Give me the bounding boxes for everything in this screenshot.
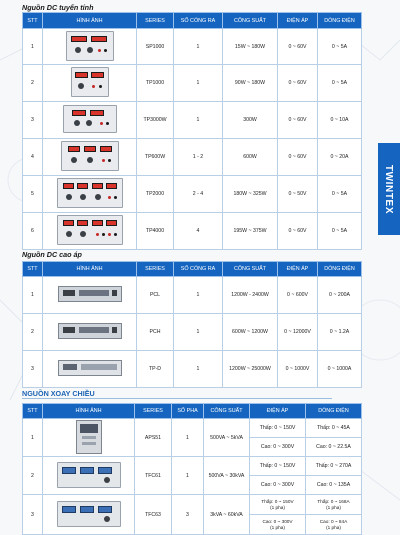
- table-row: [23, 213, 362, 250]
- hv-dc-table: [22, 261, 362, 388]
- cell-outputs: 1: [174, 65, 223, 102]
- cell-stt: 3: [23, 495, 43, 535]
- cell-power: 195W ~ 375W: [223, 213, 278, 250]
- cell-image: [43, 29, 137, 65]
- header-current: DÒNG ĐIỆN: [306, 404, 362, 419]
- table-header-row: [23, 262, 362, 277]
- cell-voltage-low: Thấp: 0 ~ 150V: [250, 419, 306, 438]
- cell-series: SP1000: [137, 29, 174, 65]
- header-image: HÌNH ẢNH: [43, 262, 137, 277]
- voltage-high-value: Cao: 0 ~ 300V: [262, 518, 293, 524]
- cell-current-high: Cao: 0 ~ 135A: [306, 476, 362, 495]
- cell-current: 0 ~ 10A: [318, 102, 362, 139]
- header-series: SERIES: [135, 404, 172, 419]
- current-high-value: Cao: 0 ~ 84A: [319, 518, 348, 524]
- cell-outputs: 1: [174, 314, 223, 351]
- power-supply-image: [66, 31, 114, 61]
- header-stt: STT: [23, 262, 43, 277]
- cell-outputs: 1: [174, 29, 223, 65]
- table-row: [23, 277, 362, 314]
- cell-stt: 2: [23, 65, 43, 102]
- cell-voltage: 0 ~ 12000V: [278, 314, 318, 351]
- cell-power: 500VA ~ 30kVA: [204, 457, 250, 495]
- table-row: [23, 176, 362, 213]
- cell-series: PCH: [137, 314, 174, 351]
- current-high-note: (1 pha): [326, 524, 341, 530]
- cell-power: 300W: [223, 102, 278, 139]
- cell-current-high: Cao: 0 ~ 22.5A: [306, 438, 362, 457]
- cell-stt: 1: [23, 277, 43, 314]
- table-row: [23, 495, 362, 515]
- cell-stt: 1: [23, 29, 43, 65]
- cell-outputs: 1: [174, 277, 223, 314]
- table-header-row: [23, 13, 362, 29]
- cell-voltage: 0 ~ 60V: [278, 29, 318, 65]
- brand-side-label: TWINTEX: [383, 164, 395, 214]
- cell-outputs: 2 - 4: [174, 176, 223, 213]
- cell-series: TP-D: [137, 351, 174, 388]
- voltage-low-value: Thấp: 0 ~ 150V: [261, 498, 294, 504]
- current-low-note: (1 pha): [326, 504, 341, 510]
- table-row: [23, 419, 362, 438]
- cell-stt: 2: [23, 457, 43, 495]
- header-series: SERIES: [137, 13, 174, 29]
- cell-image: [43, 419, 135, 457]
- cell-current: 0 ~ 5A: [318, 176, 362, 213]
- cell-voltage: 0 ~ 60V: [278, 213, 318, 250]
- table-row: [23, 29, 362, 65]
- rack-supply-image: [58, 323, 122, 339]
- header-phase: SỐ PHA: [172, 404, 204, 419]
- cell-power: 90W ~ 180W: [223, 65, 278, 102]
- cell-series: TP1000: [137, 65, 174, 102]
- section-title-linear-dc: Nguồn DC tuyến tính: [22, 3, 94, 12]
- table-row: [23, 65, 362, 102]
- cell-stt: 1: [23, 419, 43, 457]
- cell-current-low: Thấp: 0 ~ 270A: [306, 457, 362, 476]
- table-row: [23, 351, 362, 388]
- cell-current: 0 ~ 5A: [318, 29, 362, 65]
- power-supply-image: [57, 215, 123, 245]
- cell-power: 15W ~ 180W: [223, 29, 278, 65]
- cell-voltage: 0 ~ 60V: [278, 65, 318, 102]
- cell-current: 0 ~ 20A: [318, 139, 362, 176]
- cell-image: [43, 277, 137, 314]
- cell-current: 0 ~ 5A: [318, 213, 362, 250]
- table-row: [23, 139, 362, 176]
- cell-series: TFC61: [135, 457, 172, 495]
- cell-current: 0 ~ 5A: [318, 65, 362, 102]
- cell-outputs: 1 - 2: [174, 139, 223, 176]
- table-header-row: [23, 404, 362, 419]
- ac-source-image: [57, 462, 121, 488]
- header-current: DÒNG ĐIỆN: [318, 13, 362, 29]
- cell-voltage: 0 ~ 60V: [278, 102, 318, 139]
- cell-voltage-low: Thấp: 0 ~ 150V: [250, 457, 306, 476]
- rack-supply-image: [58, 360, 122, 376]
- power-supply-image: [63, 105, 117, 133]
- power-supply-image: [61, 141, 119, 171]
- cell-series: TFC63: [135, 495, 172, 535]
- header-voltage: ĐIỆN ÁP: [278, 13, 318, 29]
- cell-phase: 1: [172, 419, 204, 457]
- cell-image: [43, 102, 137, 139]
- cell-series: PCL: [137, 277, 174, 314]
- cell-image: [43, 65, 137, 102]
- section-title-ac: NGUỒN XOAY CHIỀU: [22, 389, 95, 398]
- cell-series: TP2000: [137, 176, 174, 213]
- cell-current-low: Thấp: 0 ~ 45A: [306, 419, 362, 438]
- header-series: SERIES: [137, 262, 174, 277]
- header-power: CÔNG SUẤT: [223, 13, 278, 29]
- section-title-hv-dc: Nguồn DC cao áp: [22, 250, 82, 259]
- cell-voltage-low: [250, 495, 306, 515]
- rack-supply-image: [58, 286, 122, 302]
- cell-image: [43, 314, 137, 351]
- cell-voltage: 0 ~ 60V: [278, 139, 318, 176]
- cell-outputs: 4: [174, 213, 223, 250]
- header-voltage: ĐIỆN ÁP: [250, 404, 306, 419]
- header-outputs: SỐ CỔNG RA: [174, 13, 223, 29]
- header-power: CÔNG SUẤT: [223, 262, 278, 277]
- cell-power: 1200W ~ 25000W: [223, 351, 278, 388]
- cell-image: [43, 351, 137, 388]
- cell-stt: 3: [23, 351, 43, 388]
- cell-image: [43, 495, 135, 535]
- table-row: [23, 102, 362, 139]
- cell-image: [43, 457, 135, 495]
- table-row: [23, 314, 362, 351]
- header-outputs: SỐ CỔNG RA: [174, 262, 223, 277]
- cell-current: 0 ~ 200A: [318, 277, 362, 314]
- cell-power: 1200W - 2400W: [223, 277, 278, 314]
- cell-series: APS51: [135, 419, 172, 457]
- current-low-value: Thấp: 0 ~ 168A: [317, 498, 350, 504]
- header-stt: STT: [23, 13, 43, 29]
- header-current: DÒNG ĐIỆN: [318, 262, 362, 277]
- cell-series: TP4000: [137, 213, 174, 250]
- cell-power: 500VA ~ 5kVA: [204, 419, 250, 457]
- ac-source-table: [22, 403, 362, 535]
- cell-voltage-high: [250, 515, 306, 535]
- cell-power: 3kVA ~ 60kVA: [204, 495, 250, 535]
- cell-stt: 5: [23, 176, 43, 213]
- voltage-low-note: (1 pha): [270, 504, 285, 510]
- cell-power: 600W ~ 1200W: [223, 314, 278, 351]
- cell-image: [43, 213, 137, 250]
- cell-phase: 3: [172, 495, 204, 535]
- cell-stt: 3: [23, 102, 43, 139]
- cell-stt: 2: [23, 314, 43, 351]
- voltage-high-note: (1 pha): [270, 524, 285, 530]
- cabinet-supply-image: [76, 420, 102, 454]
- cell-voltage: 0 ~ 1000V: [278, 351, 318, 388]
- cell-current: 0 ~ 1000A: [318, 351, 362, 388]
- cell-voltage: 0 ~ 600V: [278, 277, 318, 314]
- ac-source-image: [57, 501, 121, 527]
- cell-voltage-high: Cao: 0 ~ 300V: [250, 476, 306, 495]
- cell-phase: 1: [172, 457, 204, 495]
- header-power: CÔNG SUẤT: [204, 404, 250, 419]
- cell-image: [43, 176, 137, 213]
- header-image: HÌNH ẢNH: [43, 404, 135, 419]
- header-voltage: ĐIỆN ÁP: [278, 262, 318, 277]
- cell-voltage: 0 ~ 50V: [278, 176, 318, 213]
- cell-outputs: 1: [174, 351, 223, 388]
- cell-current: 0 ~ 1.2A: [318, 314, 362, 351]
- cell-current-high: [306, 515, 362, 535]
- power-supply-image: [71, 67, 109, 97]
- cell-outputs: 1: [174, 102, 223, 139]
- cell-power: 180W ~ 325W: [223, 176, 278, 213]
- section-divider: [22, 398, 332, 399]
- cell-series: TP3000W: [137, 102, 174, 139]
- linear-dc-table: [22, 12, 362, 250]
- cell-series: TP600W: [137, 139, 174, 176]
- cell-stt: 6: [23, 213, 43, 250]
- cell-voltage-high: Cao: 0 ~ 300V: [250, 438, 306, 457]
- cell-stt: 4: [23, 139, 43, 176]
- header-image: HÌNH ẢNH: [43, 13, 137, 29]
- brand-side-tab: [378, 143, 400, 235]
- header-stt: STT: [23, 404, 43, 419]
- table-row: [23, 457, 362, 476]
- cell-power: 600W: [223, 139, 278, 176]
- cell-current-low: [306, 495, 362, 515]
- cell-image: [43, 139, 137, 176]
- power-supply-image: [57, 178, 123, 208]
